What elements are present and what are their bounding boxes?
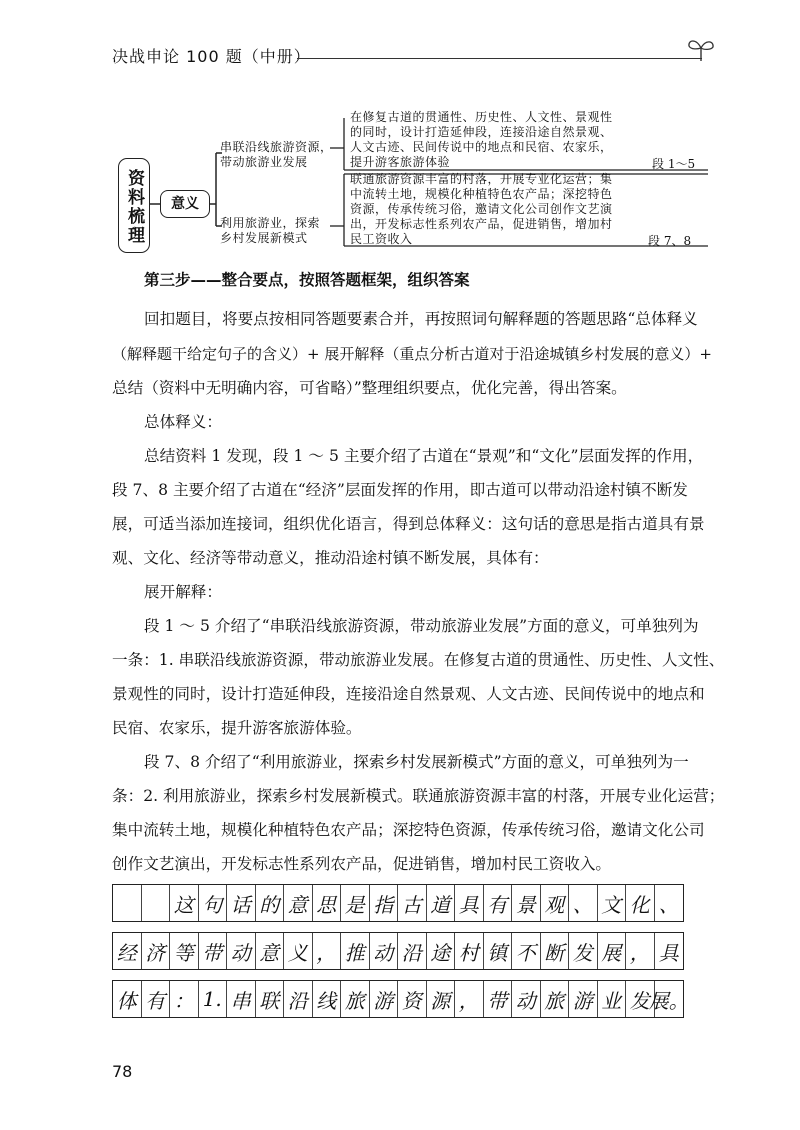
page-number: 78: [112, 1062, 133, 1081]
answer-grid-cell: 话: [227, 885, 256, 921]
answer-grid-cell: 旅: [541, 981, 570, 1017]
branch-1-label-line: 带动旅游业发展: [220, 155, 308, 169]
branch-1-para-ref: 段 1～5: [652, 157, 696, 171]
branch-2-para-ref: 段 7、8: [648, 234, 692, 248]
answer-grid-cell: 游: [370, 981, 399, 1017]
answer-grid-row: [112, 884, 684, 922]
answer-grid-cell: 业: [598, 981, 627, 1017]
root-node-label: 资料梳理: [124, 168, 144, 245]
intro-line: （解释题干给定句子的含义）+ 展开解释（重点分析古道对于沿途城镇乡村发展的意义）+: [112, 345, 712, 363]
answer-grid-cell: 等: [170, 933, 199, 969]
sprout-icon: [686, 36, 716, 62]
answer-grid-cell: 指: [370, 885, 399, 921]
answer-grid-cell: 动: [227, 933, 256, 969]
branch-2-detail-line: 资源，传承传统习俗，邀请文化公司创作文艺演: [350, 202, 613, 216]
branch-2-detail: [350, 172, 613, 247]
overall-line: 观、文化、经济等带动意义，推动沿途村镇不断发展，具体有：: [112, 549, 549, 567]
answer-grid-cell: 道: [427, 885, 456, 921]
branch-2-detail-line: 出，开发标志性系列农产品，促进销售，增加村: [350, 217, 613, 231]
overall-line: 总结资料 1 发现，段 1 ～ 5 主要介绍了古道在“景观”和“文化”层面发挥的作用，: [144, 447, 704, 465]
answer-grid-cell: 景: [512, 885, 541, 921]
expand-p2-line: 条：2. 利用旅游业，探索乡村发展新模式。联通旅游资源丰富的村落，开展专业化运营；: [112, 787, 725, 805]
header-title: 决战申论 100 题（中册）: [112, 47, 311, 66]
intro-line: 总结（资料中无明确内容，可省略）”整理组织要点，优化完善，得出答案。: [112, 379, 627, 397]
answer-grid-cell: 济: [142, 933, 171, 969]
expand-p2-line: 段 7、8 介绍了“利用旅游业，探索乡村发展新模式”方面的意义，可单独列为一: [144, 753, 689, 771]
answer-grid-cell: 镇: [484, 933, 513, 969]
answer-grid-cell: 义: [284, 933, 313, 969]
answer-grid-cell: ，: [455, 981, 484, 1017]
branch-2-label-line: 利用旅游业，探索: [220, 216, 321, 230]
answer-grid-cell: 意: [256, 933, 285, 969]
expand-p2-line: 集中流转土地，规模化种植特色农产品；深挖特色资源，传承传统习俗，邀请文化公司: [112, 821, 705, 839]
expand-p1-line: 民宿、农家乐，提升游客旅游体验。: [112, 719, 362, 737]
answer-grid-cell: 村: [455, 933, 484, 969]
answer-grid-cell: 断: [541, 933, 570, 969]
branch-1-detail-line: 人文古迹、民间传说中的地点和民宿、农家乐，: [350, 140, 613, 154]
answer-grid-cell: 有: [142, 981, 171, 1017]
answer-grid-cell: 动: [370, 933, 399, 969]
answer-grid-cell: 不: [512, 933, 541, 969]
overall-line: 展，可适当添加连接词，组织优化语言，得到总体释义：这句话的意思是指古道具有景: [112, 515, 705, 533]
answer-grid-cell: 源: [427, 981, 456, 1017]
expand-label: 展开解释：: [144, 583, 222, 601]
branch-1-detail-line: 提升游客旅游体验: [350, 155, 451, 169]
answer-grid-cell: 发: [569, 933, 598, 969]
answer-grid-cell: 发: [626, 981, 655, 1017]
answer-grid-cell: 途: [427, 933, 456, 969]
branch-1-detail-line: 的同时，设计打造延伸段，连接沿途自然景观、: [350, 125, 613, 139]
expand-p2-line: 创作文艺演出，开发标志性系列农产品，促进销售，增加村民工资收入。: [112, 855, 612, 873]
answer-grid-cell: 古: [398, 885, 427, 921]
answer-grid-cell: 沿: [398, 933, 427, 969]
answer-grid-cell: 线: [313, 981, 342, 1017]
answer-grid-cell: 文: [598, 885, 627, 921]
answer-grid-cell: 经: [113, 933, 142, 969]
running-header: [112, 36, 712, 72]
answer-grid-cell: ，: [313, 933, 342, 969]
material-diagram: [112, 108, 712, 263]
answer-grid-cell: 带: [484, 981, 513, 1017]
answer-grid-cell: 展。: [648, 988, 689, 1013]
branch-2-detail-line: 中流转土地，规模化种植特色农产品；深挖特色: [350, 187, 613, 201]
answer-grid-cell: 游: [569, 981, 598, 1017]
answer-grid-cell: 联: [256, 981, 285, 1017]
answer-grid-cell: 意: [284, 885, 313, 921]
answer-grid-cell: 思: [313, 885, 342, 921]
branch-2-label-line: 乡村发展新模式: [220, 231, 308, 245]
answer-grid-cell: 资: [398, 981, 427, 1017]
answer-grid-cell: 推: [341, 933, 370, 969]
branch-2-detail-line: 民工资收入: [350, 232, 413, 246]
expand-p1-line: 一条：1. 串联沿线旅游资源，带动旅游业发展。在修复古道的贯通性、历史性、人文性、: [112, 651, 725, 669]
overall-label: 总体释义：: [144, 413, 222, 431]
answer-grid-cell: 具: [455, 885, 484, 921]
branch-1-detail: [350, 110, 613, 170]
answer-grid-row: [112, 980, 689, 1018]
answer-grid-cell: 具: [658, 940, 679, 965]
answer-grid-cell: 句: [199, 885, 228, 921]
intro-line: 回扣题目，将要点按相同答题要素合并，再按照词句解释题的答题思路“总体释义: [144, 310, 698, 328]
branch-2-detail-line: 联通旅游资源丰富的村落，开展专业化运营；集: [350, 172, 613, 186]
step3-heading: 第三步——整合要点，按照答题框架，组织答案: [144, 271, 470, 289]
answer-grid-cell: 带: [199, 933, 228, 969]
branch-2-label: [220, 216, 320, 246]
expand-p1-line: 景观性的同时，设计打造延伸段，连接沿途自然景观、人文古迹、民间传说中的地点和: [112, 685, 705, 703]
answer-grid-cell: 这: [170, 885, 199, 921]
answer-grid-cell: 、: [569, 885, 598, 921]
answer-grid-cell: ：: [170, 981, 199, 1017]
answer-grid-cell: 化: [626, 885, 655, 921]
answer-grid-cell: 、: [658, 892, 679, 917]
meaning-node: 意义: [160, 190, 210, 218]
answer-grid-cell: 是: [341, 885, 370, 921]
answer-grid-cell: 动: [512, 981, 541, 1017]
expand-p1-line: 段 1 ～ 5 介绍了“串联沿线旅游资源，带动旅游业发展”方面的意义，可单独列为: [144, 617, 699, 635]
root-node: [118, 158, 150, 253]
overall-line: 段 7、8 主要介绍了古道在“经济”层面发挥的作用，即古道可以带动沿途村镇不断发: [112, 481, 688, 499]
answer-grid-cell: ，: [626, 933, 655, 969]
answer-grid-row: [112, 932, 684, 970]
branch-1-label-line: 串联沿线旅游资源，: [220, 140, 333, 154]
header-rule: [297, 58, 702, 59]
answer-grid-cell: 串: [227, 981, 256, 1017]
branch-1-detail-line: 在修复古道的贯通性、历史性、人文性、景观性: [350, 110, 613, 124]
answer-grid-cell: 有: [484, 885, 513, 921]
answer-grid-cell: 观: [541, 885, 570, 921]
answer-grid-cell: 展: [598, 933, 627, 969]
branch-1-label: [220, 140, 333, 170]
answer-grid-cell: [113, 885, 142, 921]
answer-grid-cell: 沿: [284, 981, 313, 1017]
answer-grid-cell: 体: [113, 981, 142, 1017]
answer-grid-cell: 1.: [199, 981, 228, 1017]
answer-grid-cell: 的: [256, 885, 285, 921]
answer-grid-cell: 旅: [341, 981, 370, 1017]
answer-grid-cell: [142, 885, 171, 921]
